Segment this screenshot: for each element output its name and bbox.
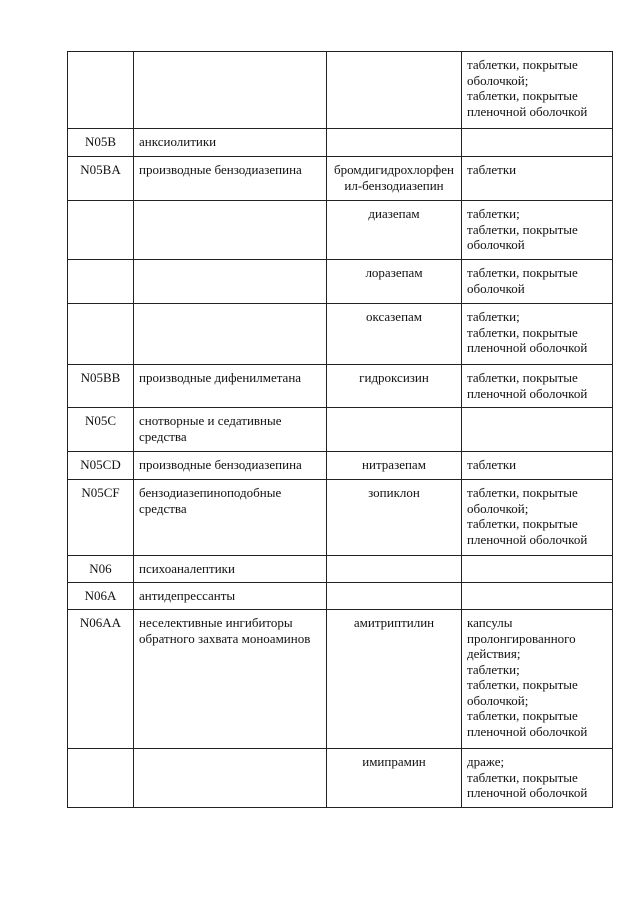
dosage-form-cell: таблетки; таблетки, покрытые оболочкой <box>462 201 613 260</box>
drug-name-cell: бромдигидрохлорфен ил-бензодиазепин <box>327 157 462 201</box>
drug-name-cell: гидроксизин <box>327 365 462 408</box>
table-row <box>68 304 613 365</box>
group-name-cell: психоаналептики <box>134 556 327 583</box>
group-name-cell: неселективные ингибиторы обратного захвата моноаминов <box>134 610 327 749</box>
group-name-cell <box>134 52 327 129</box>
drug-name-cell <box>327 556 462 583</box>
drug-name-cell <box>327 583 462 610</box>
drug-name-cell <box>327 408 462 452</box>
group-name-cell: производные дифенилметана <box>134 365 327 408</box>
atc-code-cell: N06AA <box>68 610 134 749</box>
table-row <box>68 610 613 749</box>
drug-name-cell: зопиклон <box>327 480 462 556</box>
dosage-form-cell <box>462 583 613 610</box>
atc-code-cell: N05CF <box>68 480 134 556</box>
atc-code-cell <box>68 201 134 260</box>
table-row <box>68 583 613 610</box>
drug-name-cell: амитриптилин <box>327 610 462 749</box>
table-row <box>68 408 613 452</box>
atc-code-cell <box>68 304 134 365</box>
group-name-cell <box>134 201 327 260</box>
atc-code-cell <box>68 260 134 304</box>
drug-name-cell: лоразепам <box>327 260 462 304</box>
group-name-cell <box>134 749 327 808</box>
group-name-cell <box>134 304 327 365</box>
atc-code-cell: N05CD <box>68 452 134 480</box>
atc-code-cell: N05BA <box>68 157 134 201</box>
dosage-form-cell <box>462 408 613 452</box>
drug-name-cell <box>327 129 462 157</box>
table-row <box>68 452 613 480</box>
drug-name-cell: нитразепам <box>327 452 462 480</box>
atc-code-cell <box>68 52 134 129</box>
table-row <box>68 556 613 583</box>
table-row <box>68 365 613 408</box>
table-row <box>68 129 613 157</box>
dosage-form-cell <box>462 556 613 583</box>
atc-code-cell: N05BB <box>68 365 134 408</box>
group-name-cell: снотворные и седативные средства <box>134 408 327 452</box>
dosage-form-cell: капсулы пролонгированного действия; таблетки; таблетки, покрытые оболочкой; таблетки, покрытые пленочной оболочкой <box>462 610 613 749</box>
dosage-form-cell: таблетки <box>462 452 613 480</box>
table-row <box>68 52 613 129</box>
atc-code-cell: N05C <box>68 408 134 452</box>
dosage-form-cell: таблетки; таблетки, покрытые пленочной оболочкой <box>462 304 613 365</box>
group-name-cell: бензодиазепиноподобные средства <box>134 480 327 556</box>
table-row <box>68 480 613 556</box>
drug-name-cell: оксазепам <box>327 304 462 365</box>
atc-code-cell: N06 <box>68 556 134 583</box>
atc-code-cell: N06A <box>68 583 134 610</box>
group-name-cell: производные бензодиазепина <box>134 157 327 201</box>
drug-classification-table <box>67 51 613 808</box>
dosage-form-cell: драже; таблетки, покрытые пленочной оболочкой <box>462 749 613 808</box>
drug-name-cell <box>327 52 462 129</box>
table-body <box>68 52 613 808</box>
dosage-form-cell: таблетки, покрытые оболочкой; таблетки, покрытые пленочной оболочкой <box>462 480 613 556</box>
dosage-form-cell: таблетки <box>462 157 613 201</box>
table-row <box>68 157 613 201</box>
dosage-form-cell: таблетки, покрытые оболочкой <box>462 260 613 304</box>
group-name-cell: антидепрессанты <box>134 583 327 610</box>
atc-code-cell <box>68 749 134 808</box>
atc-code-cell: N05B <box>68 129 134 157</box>
group-name-cell <box>134 260 327 304</box>
group-name-cell: производные бензодиазепина <box>134 452 327 480</box>
drug-name-cell: диазепам <box>327 201 462 260</box>
table-row <box>68 201 613 260</box>
table-row <box>68 749 613 808</box>
table-row <box>68 260 613 304</box>
dosage-form-cell: таблетки, покрытые пленочной оболочкой <box>462 365 613 408</box>
dosage-form-cell <box>462 129 613 157</box>
drug-name-cell: имипрамин <box>327 749 462 808</box>
dosage-form-cell: таблетки, покрытые оболочкой; таблетки, покрытые пленочной оболочкой <box>462 52 613 129</box>
group-name-cell: анксиолитики <box>134 129 327 157</box>
